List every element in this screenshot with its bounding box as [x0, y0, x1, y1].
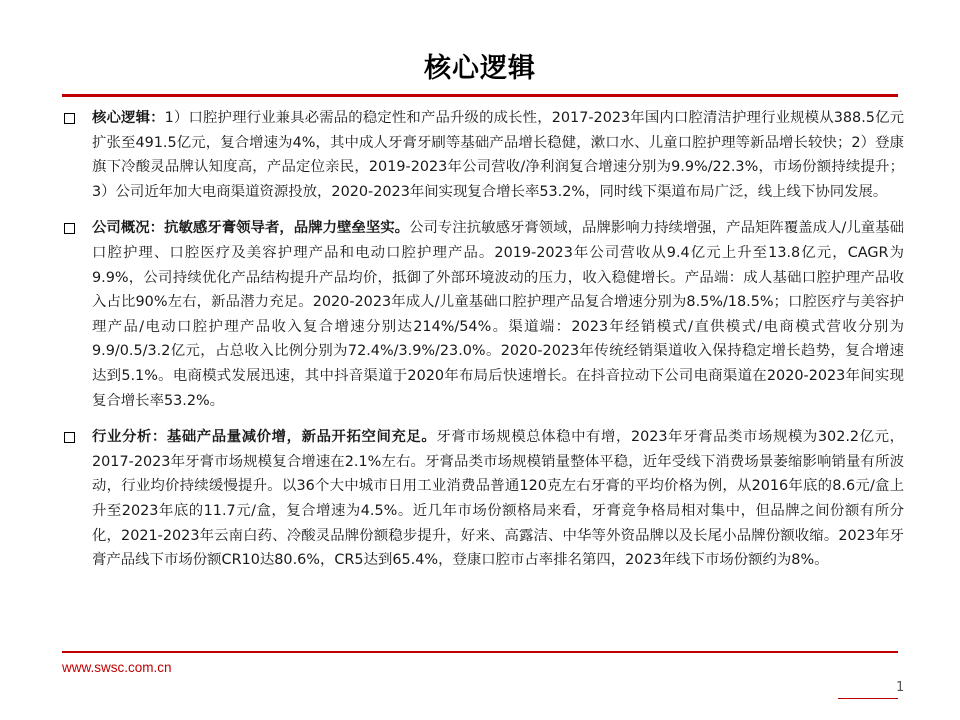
page-number-underline [838, 698, 898, 699]
paragraph-body: 牙膏市场规模总体稳中有增，2023年牙膏品类市场规模为302.2亿元，2017-2023年牙膏市场规模复合增速在2.1%左右。牙膏品类市场规模销量整体平稳，近年受线下消费场景萎缩影响销量有所波动，行业均价持续缓慢提升。以36个大中城市日用工业消费品普通120克左右牙膏的平均价格为例，从2016年底的8.6元/盒上升至2023年底的11.7元/盒，复合增速为4.5%。近几年市场份额格局来看，牙膏竞争格局相对集中，但品牌之间份额有所分化，2021-2023年云南白药、冷酸灵品牌份额稳步提升，好来、高露洁、中华等外资品牌以及长尾小品牌份额收缩。2023年牙膏产品线下市场份额CR10达80.6%，CR5达到65.4%，登康口腔市占率排名第四，2023年线下市场份额约为8%。 [92, 429, 904, 569]
paragraph-lead: 行业分析：基础产品量减价增，新品开拓空间充足。 [92, 429, 437, 446]
paragraph-company-overview [62, 216, 904, 413]
page-number: 1 [896, 680, 905, 695]
square-bullet-icon [64, 223, 75, 234]
paragraph-lead: 核心逻辑： [92, 110, 165, 126]
square-bullet-icon [64, 432, 75, 443]
paragraph-industry-analysis [62, 425, 904, 573]
website-link[interactable]: www.swsc.com.cn [62, 660, 172, 675]
footer-divider [62, 651, 898, 653]
paragraph-core-logic [62, 106, 904, 204]
title-divider [62, 94, 898, 97]
page-title: 核心逻辑 [424, 53, 536, 84]
paragraph-body: 1）口腔护理行业兼具必需品的稳定性和产品升级的成长性，2017-2023年国内口腔清洁护理行业规模从388.5亿元扩张至491.5亿元，复合增速为4%，其中成人牙膏牙刷等基础产品增长稳健，漱口水、儿童口腔护理等新品增长较快；2）登康旗下冷酸灵品牌认知度高，产品定位亲民，2019-2023年公司营收/净利润复合增速分别为9.9%/22.3%，市场份额持续提升；3）公司近年加大电商渠道资源投放，2020-2023年间实现复合增长率53.2%，同时线下渠道布局广泛，线上线下协同发展。 [92, 110, 904, 200]
main-content [62, 106, 904, 585]
paragraph-lead: 公司概况：抗敏感牙膏领导者，品牌力壁垒坚实。 [92, 220, 410, 237]
square-bullet-icon [64, 113, 75, 124]
paragraph-body: 公司专注抗敏感牙膏领域，品牌影响力持续增强，产品矩阵覆盖成人/儿童基础口腔护理、口腔医疗及美容护理产品和电动口腔护理产品。2019-2023年公司营收从9.4亿元上升至13.8亿元，CAGR为9.9%，公司持续优化产品结构提升产品均价，抵御了外部环境波动的压力，收入稳健增长。产品端：成人基础口腔护理产品收入占比90%左右，新品潜力充足。2020-2023年成人/儿童基础口腔护理产品复合增速分别为8.5%/18.5%；口腔医疗与美容护理产品/电动口腔护理产品收入复合增速分别达214%/54%。渠道端：2023年经销模式/直供模式/电商模式营收分别为9.9/0.5/3.2亿元，占总收入比例分别为72.4%/3.9%/23.0%。2020-2023年传统经销渠道收入保持稳定增长趋势，复合增速达到5.1%。电商模式发展迅速，其中抖音渠道于2020年布局后快速增长。在抖音拉动下公司电商渠道在2020-2023年间实现复合增长率53.2%。 [92, 220, 904, 409]
